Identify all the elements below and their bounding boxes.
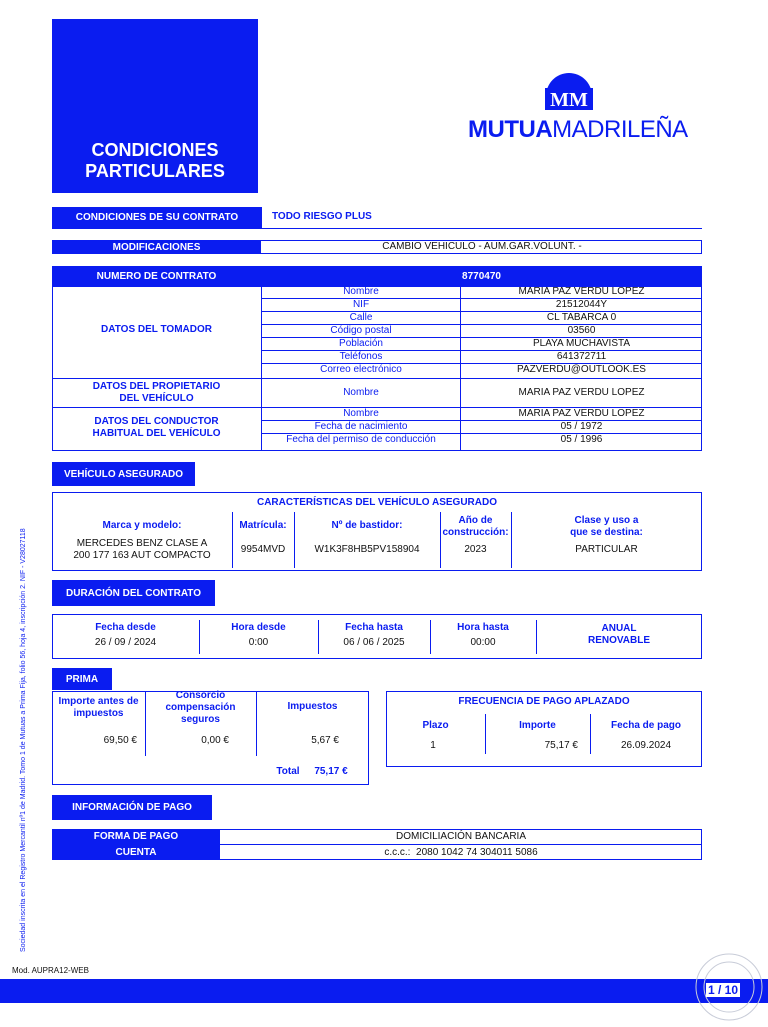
contract-label: CONDICIONES DE SU CONTRATO [52,207,262,228]
prima-h-importe: Importe antes de impuestos [58,696,139,719]
pago-forma-label: FORMA DE PAGO [52,829,220,844]
frecuencia-title: FRECUENCIA DE PAGO APLAZADO [458,696,630,707]
vehicle-bastidor: W1K3F8HB5PV158904 [314,544,420,555]
frecuencia-plazo: 1 [430,740,436,751]
tomador-field-nif: NIF [352,299,370,310]
duration-hora-desde: 0:00 [248,637,269,648]
modifications-value: CAMBIO VEHICULO - AUM.GAR.VOLUNT. - [382,241,582,252]
page-number: 1 / 10 [708,983,739,997]
vehicle-h-matricula: Matrícula: [239,520,287,531]
pago-cuenta-value: c.c.c.: 2080 1042 74 304011 5086 [384,847,538,858]
contract-number-bar [52,266,702,286]
tomador-value-poblacion: PLAYA MUCHAVISTA [532,338,631,349]
tomador-field-nombre: Nombre [343,286,379,297]
duration-hora-hasta: 00:00 [470,637,496,648]
contract-value: TODO RIESGO PLUS [272,211,372,222]
conductor-value-nacimiento: 05 / 1972 [560,421,603,432]
prima-impuestos: 5,67 € [311,735,339,746]
duration-h-fecha-hasta: Fecha hasta [345,622,403,633]
prima-total-label: Total [276,766,300,777]
logo-mark-icon [468,70,668,116]
tomador-value-telefonos: 641372711 [556,351,607,362]
vehicle-h-bastidor: Nº de bastidor: [331,520,403,531]
tomador-field-calle: Calle [349,312,373,323]
tomador-field-cp: Código postal [330,325,392,336]
duration-renovable: ANUAL RENOVABLE [587,623,651,646]
conductor-field-nacimiento: Fecha de nacimiento [314,421,408,432]
vehicle-h-anio: Año de construcción: [442,515,509,538]
tomador-value-email: PAZVERDU@OUTLOOK.ES [517,364,646,375]
tomador-field-telefonos: Teléfonos [339,351,383,362]
frecuencia-h-fecha: Fecha de pago [610,720,681,731]
conductor-value-nombre: MARIA PAZ VERDU LOPEZ [518,408,645,419]
vehicle-anio: 2023 [464,544,487,555]
title-block [52,19,258,193]
duration-h-hora-desde: Hora desde [231,622,286,633]
pago-cuenta-label: CUENTA [52,845,220,860]
duration-h-fecha-desde: Fecha desde [95,622,156,633]
vehicle-section-label: VEHÍCULO ASEGURADO [52,462,195,486]
tomador-value-calle: CL TABARCA 0 [546,312,617,323]
tomador-value-nif: 21512044Y [555,299,608,310]
footer-bar [0,979,768,1003]
prima-section-label: PRIMA [52,668,112,690]
contract-number-value: 8770470 [462,270,501,282]
logo-mark: MM [550,89,588,111]
model-code: Mod. AUPRA12-WEB [12,966,89,975]
page-title-line1: CONDICIONES [91,140,219,160]
duration-section-label: DURACIÓN DEL CONTRATO [52,580,215,606]
page-title-line2: PARTICULARES [85,161,225,181]
vehicle-matricula: 9954MVD [240,544,286,555]
conductor-field-permiso: Fecha del permiso de conducción [286,434,436,445]
contract-rule [52,228,702,229]
conductor-field-nombre: Nombre [343,408,379,419]
logo-text-light: MADRILEÑA [552,116,688,143]
propietario-label: DATOS DEL PROPIETARIO DEL VEHÍCULO [92,381,221,404]
vehicle-clase: PARTICULAR [575,544,638,555]
frecuencia-fecha: 26.09.2024 [620,740,672,751]
duration-fecha-hasta: 06 / 06 / 2025 [343,637,405,648]
prima-consorcio: 0,00 € [201,735,229,746]
mutua-logo [468,70,688,145]
tomador-value-nombre: MARIA PAZ VERDU LOPEZ [518,286,645,297]
tomador-label: DATOS DEL TOMADOR [101,324,212,335]
tomador-field-email: Correo electrónico [320,364,402,375]
duration-fecha-desde: 26 / 09 / 2024 [94,637,157,648]
pago-section-label: INFORMACIÓN DE PAGO [52,795,212,820]
frecuencia-h-importe: Importe [519,720,556,731]
frecuencia-h-plazo: Plazo [422,720,449,731]
conductor-label: DATOS DEL CONDUCTOR HABITUAL DEL VEHÍCULO [92,416,221,439]
vehicle-h-marca: Marca y modelo: [102,520,182,531]
pago-forma-value: DOMICILIACIÓN BANCARIA [395,831,527,842]
tomador-value-cp: 03560 [567,325,596,336]
conductor-value-permiso: 05 / 1996 [560,434,603,445]
prima-h-consorcio: Consorcio compensación seguros [165,690,236,725]
vehicle-marca: MERCEDES BENZ CLASE A 200 177 163 AUT COMPACTO [73,538,211,561]
vehicle-box-title: CARACTERÍSTICAS DEL VEHÍCULO ASEGURADO [256,497,497,508]
propietario-value: MARIA PAZ VERDU LOPEZ [518,387,645,398]
logo-text-strong: MUTUA [468,116,553,143]
propietario-field: Nombre [343,387,379,398]
vehicle-h-clase: Clase y uso a que se destina: [570,515,643,538]
prima-importe: 69,50 € [103,735,137,746]
prima-total: 75,17 € [314,766,348,777]
tomador-field-poblacion: Población [339,338,383,349]
frecuencia-importe: 75,17 € [544,740,578,751]
prima-h-impuestos: Impuestos [287,701,338,712]
duration-h-hora-hasta: Hora hasta [457,622,509,633]
modifications-label: MODIFICACIONES [52,240,261,254]
side-legal-text: Sociedad inscrita en el Registro Mercantil nº1 de Madrid. Tomo 1 de Mutuas a Prima Fija, folio 56, hoja 4, inscripción 2. NIF - V28027118 [20,528,27,952]
contract-number-label: NUMERO DE CONTRATO [96,270,217,282]
